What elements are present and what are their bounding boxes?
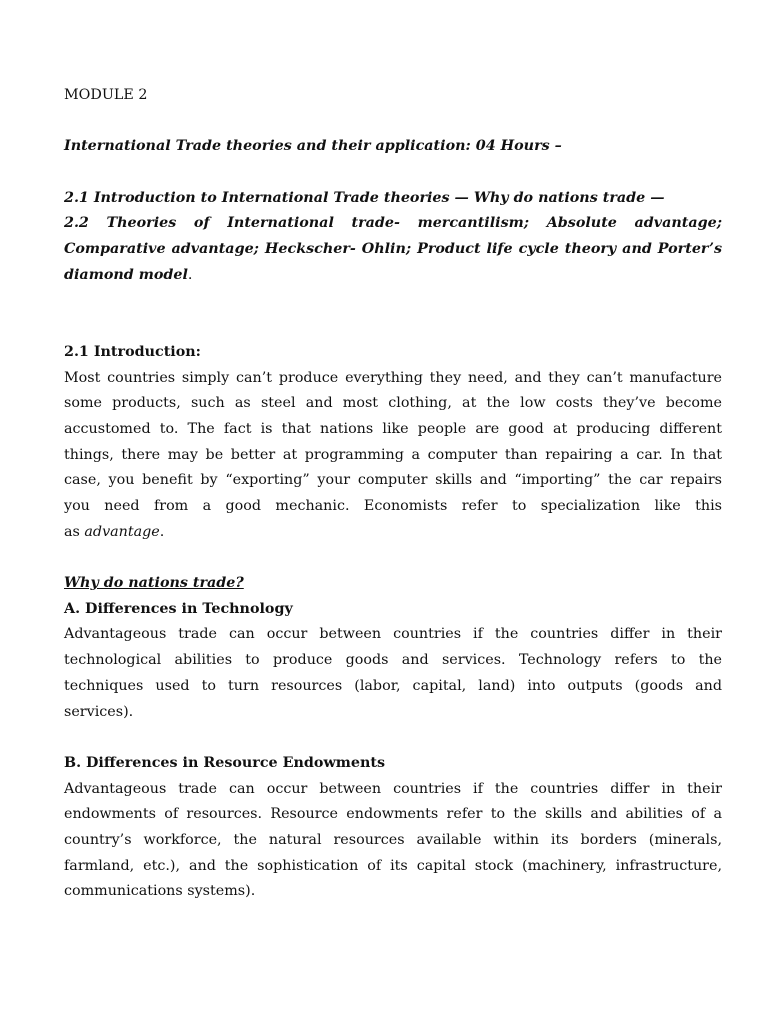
toc-period: . <box>187 266 193 283</box>
intro-line: Most countries simply can’t produce everything they need, and they can’t manufacture <box>64 369 722 386</box>
course-line: International Trade theories and their application: 04 Hours – <box>64 138 562 155</box>
intro-heading: 2.1 Introduction: <box>64 343 201 360</box>
section-a-line: techniques used to turn resources (labor, capital, land) into outputs (goods and <box>64 677 722 694</box>
toc-item-2-1: 2.1 Introduction to International Trade theories — Why do nations trade — <box>64 189 665 206</box>
module-title: MODULE 2 <box>64 87 148 103</box>
intro-last-suffix: . <box>159 523 165 540</box>
intro-last-line <box>64 520 722 546</box>
intro-line: accustomed to. The fact is that nations like people are good at producing different <box>64 420 722 437</box>
section-b-line: country’s workforce, the natural resources available within its borders (minerals, <box>64 831 722 848</box>
intro-line: you need from a good mechanic. Economists refer to specialization like this <box>64 498 722 515</box>
toc-item-2-2-last <box>64 263 722 289</box>
why-heading: Why do nations trade? <box>64 575 244 592</box>
section-a-line: Advantageous trade can occur between countries if the countries differ in their <box>64 626 722 643</box>
section-b-line: endowments of resources. Resource endowments refer to the skills and abilities of a <box>64 806 722 823</box>
section-a-heading: A. Differences in Technology <box>64 600 293 617</box>
section-a-line: technological abilities to produce goods and services. Technology refers to the <box>64 652 722 669</box>
intro-line: things, there may be better at programming a computer than repairing a car. In that <box>64 446 722 463</box>
toc-item-2-2-line: diamond model <box>64 266 188 283</box>
section-b-heading: B. Differences in Resource Endowments <box>64 754 386 771</box>
document-page <box>64 83 722 905</box>
toc-item-2-2-line: 2.2 Theories of International trade- mercantilism; Absolute advantage; <box>64 215 722 232</box>
intro-line: case, you benefit by “exporting” your computer skills and “importing” the car repairs <box>64 472 722 489</box>
section-a-line: services). <box>64 703 134 720</box>
intro-last-prefix: as <box>64 523 85 540</box>
toc-item-2-2-line: Comparative advantage; Heckscher- Ohlin; Product life cycle theory and Porter’s <box>64 241 722 258</box>
section-b-line: Advantageous trade can occur between countries if the countries differ in their <box>64 780 722 797</box>
intro-line: some products, such as steel and most clothing, at the low costs they’ve become <box>64 395 722 412</box>
section-b-line: communications systems). <box>64 883 256 900</box>
section-b-line: farmland, etc.), and the sophistication of its capital stock (machinery, infrastructure, <box>64 857 722 874</box>
intro-advantage-term: advantage <box>84 523 160 540</box>
